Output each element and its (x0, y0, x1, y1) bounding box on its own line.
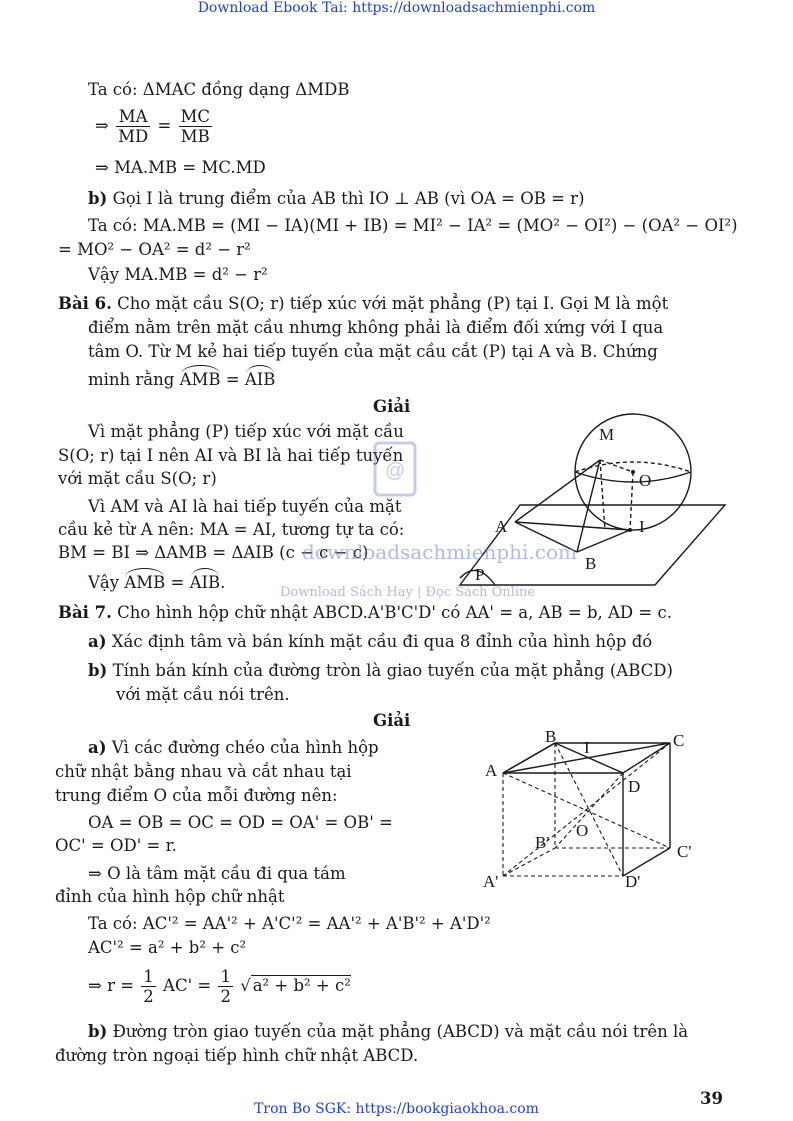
label-d: D (628, 777, 641, 796)
bai7-solution-b-line2: đường tròn ngoại tiếp hình chữ nhật ABCD. (55, 1046, 419, 1065)
bai6-solution-line2: S(O; r) tại I nên AI và BI là hai tiếp tuyến (58, 446, 404, 465)
label-m: M (599, 425, 615, 444)
footer-sgk-link[interactable]: Tron Bo SGK: https://bookgiaokhoa.com (254, 1101, 539, 1117)
bai7-solution-b-line1: b) Đường tròn giao tuyến của mặt phẳng (ABCD) và mặt cầu nói trên là (88, 1022, 689, 1041)
angle-amb: AMB (179, 370, 221, 389)
bai7-eq1: Ta có: AC'² = AA'² + A'C'² = AA'² + A'B'² + A'D'² (88, 914, 491, 933)
label-o: O (639, 471, 652, 490)
bai6-solution-line1: Vì mặt phẳng (P) tiếp xúc với mặt cầu (88, 422, 404, 441)
bai7-solution-a-line3: trung điểm O của mỗi đường nên: (55, 786, 338, 805)
sqrt-content: a² + b² + c² (252, 976, 351, 995)
label-p: P (475, 565, 485, 584)
conclusion-line: Vậy MA.MB = d² − r² (88, 265, 268, 284)
line-mo (600, 460, 633, 472)
bai7-solution-a-line5: OC' = OD' = r. (55, 836, 177, 855)
label-a1: A' (483, 872, 499, 891)
bai7-solution-a-line1: a) Vì các đường chéo của hình hộp (88, 738, 379, 757)
label-a: A (485, 761, 498, 780)
bai7-statement: Bài 7. Cho hình hộp chữ nhật ABCD.A'B'C'D' có AA' = a, AB = b, AD = c. (58, 603, 672, 622)
bai6-solution-line4: Vì AM và AI là hai tiếp tuyến của mặt (88, 497, 402, 516)
bai7-eq3: ⇒ r = $\frac{1}{2}$ AC' = $\frac{1}{2}$ √ a² + b² + c² (88, 967, 351, 1006)
angle-amb-conclusion: AMB (124, 573, 166, 592)
label-c: C (673, 731, 685, 750)
svg-text:@: @ (385, 460, 406, 482)
label-b1: B' (535, 833, 550, 852)
diagonal-bd1 (555, 743, 623, 876)
fraction-one-half-2: $\frac{1}{2}$ (220, 967, 231, 1006)
diagonal-ca1 (503, 743, 670, 876)
bai7-solution-heading: Giải (373, 711, 411, 730)
label-i: I (639, 517, 645, 536)
bai6-statement-line4: minh rằng AMB = AIB (88, 370, 276, 389)
header-download-link[interactable]: Download Ebook Tai: https://downloadsachmienphi.com (197, 0, 596, 16)
point-i (628, 528, 632, 532)
sphere-plane-figure (455, 410, 755, 595)
bai7-eq2: AC'² = a² + b² + c² (88, 938, 247, 957)
label-d1: D' (625, 872, 641, 891)
bai6-solution-line3: với mặt cầu S(O; r) (58, 469, 217, 488)
ratio-equation (95, 106, 214, 150)
watermark-logo-icon (365, 435, 425, 505)
bai7-solution-a-line4: OA = OB = OC = OD = OA' = OB' = (88, 813, 393, 832)
diagonal-db1 (555, 773, 623, 848)
bai6-solution-line6: BM = BI ⇒ ΔAMB = ΔAIB (c − c − c) (58, 543, 369, 562)
expansion-continued: = MO² − OA² = d² − r² (58, 240, 251, 259)
label-a: A (495, 517, 508, 536)
box-figure (475, 728, 705, 893)
bai6-statement-line1: Bài 6. Cho mặt cầu S(O; r) tiếp xúc với mặt phẳng (P) tại I. Gọi M là một (58, 294, 669, 313)
bai6-solution-heading: Giải (373, 397, 411, 416)
label-i: I (584, 738, 590, 757)
similar-triangles-line: Ta có: ΔMAC đồng dạng ΔMDB (88, 80, 350, 99)
fraction-mc-mb: $\frac{MC}{MB}$ (180, 107, 211, 146)
bai7-solution-a-line2: chữ nhật bằng nhau và cắt nhau tại (55, 762, 352, 781)
bai7-part-b-line1: b) Tính bán kính của đường tròn là giao tuyến của mặt phẳng (ABCD) (88, 661, 673, 680)
label-b: B (585, 554, 597, 573)
fraction-ma-md: $\frac{MA}{MD}$ (118, 107, 149, 146)
product-equation: ⇒ MA.MB = MC.MD (95, 158, 266, 177)
angle-aib-conclusion: AIB (189, 573, 221, 592)
sqrt-sign: √ (240, 976, 251, 995)
bai7-solution-a-line6: ⇒ O là tâm mặt cầu đi qua tám (88, 864, 346, 883)
bai6-statement-line2: điểm nằm trên mặt cầu nhưng không phải là điểm đối xứng với I qua (88, 318, 664, 337)
watermark-tagline: Download Sách Hay | Đọc Sách Online (280, 585, 536, 600)
page-number: 39 (700, 1089, 723, 1108)
line-bi (577, 530, 630, 552)
label-b: B (545, 728, 557, 746)
bai7-solution-a-line7: đỉnh của hình hộp chữ nhật (55, 887, 285, 906)
bai6-solution-line7: Vậy AMB = AIB. (88, 573, 226, 592)
part-b-statement: b) Gọi I là trung điểm của AB thì IO ⊥ AB (vì OA = OB = r) (88, 189, 585, 208)
label-c1: C' (677, 842, 692, 861)
point-o (631, 470, 635, 474)
implies-symbol: ⇒ (95, 116, 109, 135)
fraction-one-half: $\frac{1}{2}$ (143, 967, 154, 1006)
watermark-site: downloadsachmienphi.com (302, 540, 577, 564)
bai7-part-b-line2: với mặt cầu nói trên. (116, 685, 290, 704)
angle-aib: AIB (244, 370, 276, 389)
expansion-line: Ta có: MA.MB = (MI − IA)(MI + IB) = MI² − IA² = (MO² − OI²) − (OA² − OI²) (88, 216, 738, 235)
edge-a1b1 (503, 848, 555, 876)
bai6-statement-line3: tâm O. Từ M kẻ hai tiếp tuyến của mặt cầu cắt (P) tại A và B. Chứng (88, 342, 658, 361)
equals-sign: = (157, 116, 172, 135)
bai7-part-a: a) Xác định tâm và bán kính mặt cầu đi qua 8 đỉnh của hình hộp đó (88, 632, 653, 651)
line-oi (630, 472, 633, 530)
bai6-solution-line5: cầu kẻ từ A nên: MA = AI, tương tự ta có: (58, 520, 405, 539)
label-o: O (576, 821, 589, 840)
